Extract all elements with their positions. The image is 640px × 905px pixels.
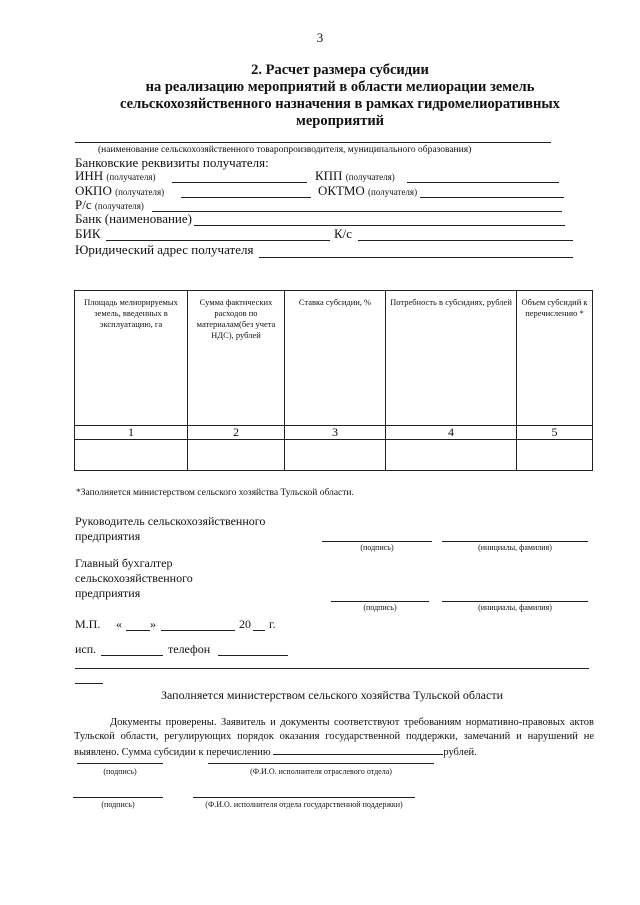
rs-field[interactable] [152,211,562,212]
subsidy-table [74,290,593,471]
header-area: Площадь мелиорируемых земель, введенных в эксплуатацию, га [75,291,188,426]
accountant-initials-line[interactable] [442,601,588,602]
table-row[interactable] [75,440,593,471]
column-number: 5 [517,426,593,440]
inn-label: ИНН (получателя) [75,168,156,183]
support-fio-caption: (Ф.И.О. исполнителя отдела государственной поддержки) [205,800,403,809]
oktmo-label: ОКТМО (получателя) [318,183,418,198]
table-number-row [75,426,593,440]
accountant-title: Главный бухгалтер сельскохозяйственного предприятия [75,556,193,600]
support-fio-line[interactable] [193,797,415,798]
divider-short [75,683,103,684]
sector-signature-line[interactable] [77,763,163,764]
day-field[interactable] [126,630,150,631]
ks-field[interactable] [358,240,573,241]
oktmo-field[interactable] [420,197,564,198]
head-initials-caption: (инициалы, фамилия) [478,543,552,552]
table-cell-need[interactable] [386,440,517,471]
inn-field[interactable] [172,182,307,183]
sector-signature-caption: (подпись) [103,767,137,776]
recipient-caption: (наименование сельскохозяйственного товаропроизводителя, муниципального образования) [98,145,472,155]
table-cell-expenses[interactable] [188,440,285,471]
okpo-field[interactable] [181,197,311,198]
title-line-2: на реализацию мероприятий в области мелиорации земель [145,79,535,95]
accountant-signature-line[interactable] [331,601,429,602]
bik-label: БИК [75,226,101,241]
header-need: Потребность в субсидиях, рублей [386,291,517,426]
bank-details-heading: Банковские реквизиты получателя: [75,155,269,170]
header-volume: Объем субсидий к перечислению * [517,291,593,426]
year-prefix: 20 [239,617,251,631]
table-cell-area[interactable] [75,440,188,471]
column-number: 1 [75,426,188,440]
ministry-heading: Заполняется министерством сельского хозяйства Тульской области [160,688,504,702]
year-suffix: г. [269,617,276,631]
stamp-mp: М.П. [75,617,101,631]
year-field[interactable] [253,630,265,631]
address-field[interactable] [259,257,573,258]
column-number: 3 [285,426,386,440]
phone-label: телефон [168,642,211,656]
subsidy-sum-field[interactable] [273,744,443,755]
head-signature-line[interactable] [322,541,432,542]
divider [75,668,589,669]
head-initials-line[interactable] [442,541,588,542]
table-header-row [75,291,593,426]
phone-field[interactable] [218,655,288,656]
table-cell-volume[interactable] [517,440,593,471]
ministry-paragraph: Документы проверены. Заявитель и документы соответствуют требованиям нормативно-правовых актов Тульской области, регулирующих порядок оказания государственной поддержки, замечаний и нарушений не выявлено. Сумма субсидии к перечислению рублей. [74,717,594,758]
title-line-3: сельскохозяйственного назначения в рамках гидромелиоративных [120,96,560,112]
bik-field[interactable] [106,240,330,241]
table-cell-rate[interactable] [285,440,386,471]
accountant-signature-caption: (подпись) [363,603,397,612]
rs-label: Р/с (получателя) [75,197,144,212]
okpo-label: ОКПО (получателя) [75,183,165,198]
title-line-1: 2. Расчет размера субсидии [251,62,429,78]
recipient-name-line[interactable] [75,142,551,143]
month-field[interactable] [161,630,235,631]
executor-label: исп. [75,642,97,656]
sector-fio-line[interactable] [208,763,434,764]
executor-field[interactable] [101,655,163,656]
page-title [60,62,620,130]
kpp-label: КПП (получателя) [315,168,395,183]
footnote: *Заполняется министерством сельского хозяйства Тульской области. [76,488,354,498]
support-signature-caption: (подпись) [101,800,135,809]
support-signature-line[interactable] [73,797,163,798]
page-number: 3 [316,30,324,45]
quote-open: « [116,617,122,631]
header-expenses: Сумма фактических расходов по материалам(без учета НДС), рублей [188,291,285,426]
column-number: 4 [386,426,517,440]
title-line-4: мероприятий [295,113,385,129]
head-title: Руководитель сельскохозяйственного предприятия [75,514,266,543]
address-label: Юридический адрес получателя [75,242,254,257]
kpp-field[interactable] [407,182,559,183]
column-number: 2 [188,426,285,440]
accountant-initials-caption: (инициалы, фамилия) [478,603,552,612]
ks-label: К/с [334,226,353,241]
header-rate: Ставка субсидии, % [285,291,386,426]
quote-close: » [150,617,156,631]
sector-fio-caption: (Ф.И.О. исполнителя отраслевого отдела) [250,767,392,776]
head-signature-caption: (подпись) [360,543,394,552]
bank-field[interactable] [194,225,565,226]
bank-label: Банк (наименование) [75,211,192,226]
